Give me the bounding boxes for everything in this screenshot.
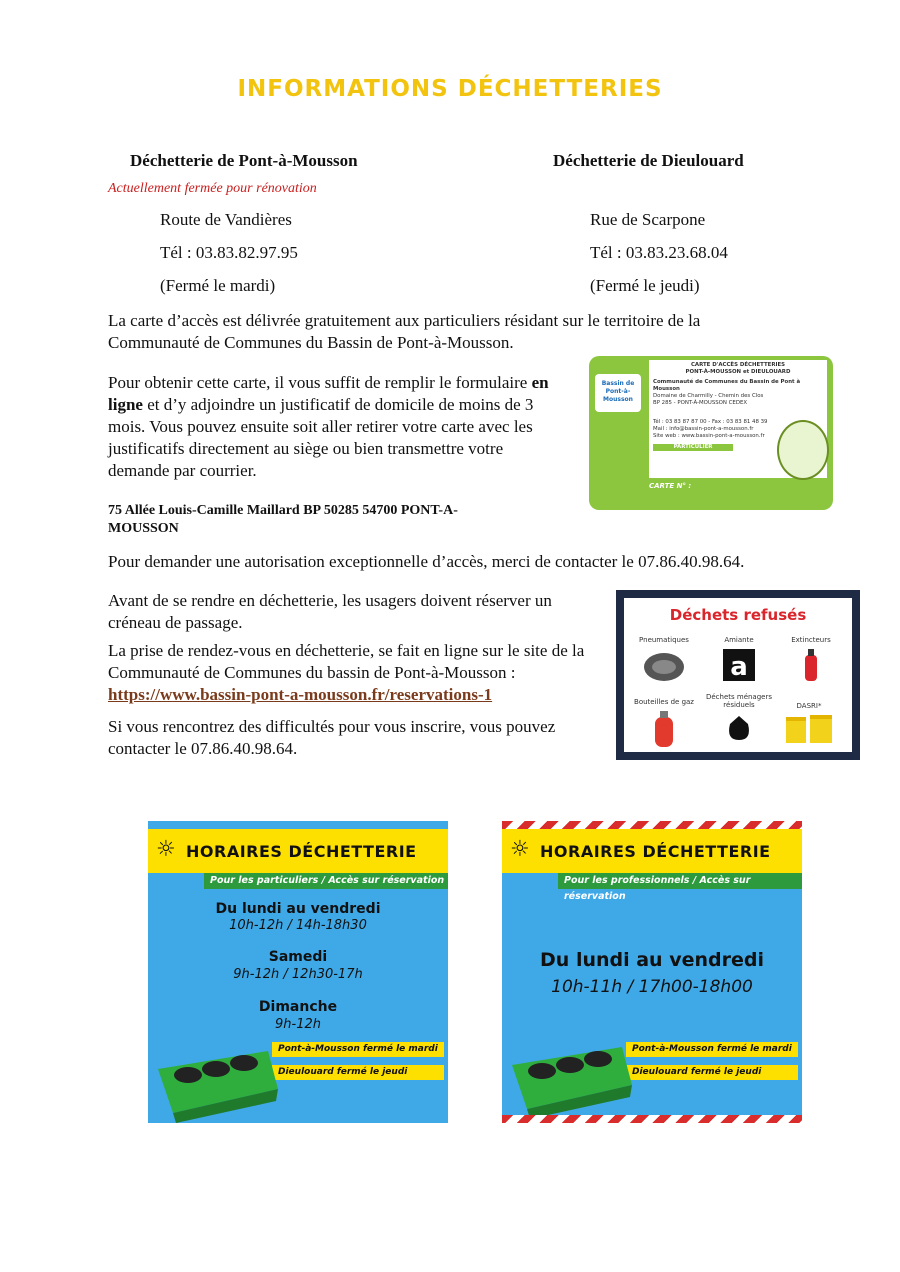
card-header-1: CARTE D'ACCÈS DÉCHETTERIES bbox=[690, 362, 786, 368]
refused-title: Déchets refusés bbox=[669, 606, 807, 624]
card-tel: Tél : 03 83 87 87 00 - Fax : 03 83 81 48 39 bbox=[653, 419, 768, 425]
left-site-name: Déchetterie de Pont-à-Mousson bbox=[130, 151, 358, 170]
postal-address: 75 Allée Louis-Camille Maillard BP 50285 54700 PONT-A-MOUSSON bbox=[108, 503, 458, 536]
difficulty-paragraph: Si vous rencontrez des difficultés pour vous inscrire, vous pouvez contacter le 07.86.40.98.64. bbox=[108, 717, 556, 758]
page-title: INFORMATIONS DÉCHETTERIES bbox=[237, 76, 663, 102]
card-number-label: CARTE N° : bbox=[649, 482, 692, 490]
poster-individuals bbox=[148, 821, 448, 1123]
skip-container-icon bbox=[148, 1039, 283, 1123]
svg-text:a: a bbox=[730, 652, 748, 682]
card-address-1: Domaine de Charmilly - Chemin des Clos bbox=[653, 393, 764, 399]
obtain-card-paragraph bbox=[108, 372, 568, 482]
barrier-stripe-top bbox=[502, 821, 802, 829]
booking-paragraph bbox=[108, 640, 608, 706]
right-site-phone: Tél : 03.83.23.68.04 bbox=[590, 243, 728, 262]
poster-weekday-hours: 10h-11h / 17h00-18h00 bbox=[551, 977, 753, 997]
tree-logo-icon bbox=[777, 420, 829, 480]
refused-item-extinguishers bbox=[776, 636, 846, 683]
refused-item-label: Bouteilles de gaz bbox=[634, 698, 694, 706]
poster-saturday-hours: 9h-12h / 12h30-17h bbox=[233, 967, 363, 982]
skip-container-icon bbox=[502, 1035, 637, 1119]
asbestos-icon bbox=[721, 647, 757, 683]
poster-title: HORAIRES DÉCHETTERIE bbox=[186, 842, 417, 861]
sun-icon: ☼ bbox=[510, 837, 530, 862]
poster-title: HORAIRES DÉCHETTERIE bbox=[540, 842, 771, 861]
reserve-paragraph: Avant de se rendre en déchetterie, les usagers doivent réserver un créneau de passage. bbox=[108, 591, 552, 632]
refused-item-label: Extincteurs bbox=[791, 636, 831, 644]
barrier-stripe-bottom bbox=[502, 1115, 802, 1123]
card-intro-paragraph: La carte d’accès est délivrée gratuitement aux particuliers résidant sur le territoire de la Communauté de Communes du Bassin de Pont-à-Mousson. bbox=[108, 311, 701, 352]
tyre-icon bbox=[642, 647, 686, 683]
refused-waste-panel bbox=[616, 590, 860, 760]
refused-item-label: DASRI* bbox=[796, 702, 822, 710]
refused-item-asbestos bbox=[704, 636, 774, 683]
online-emphasis: en ligne bbox=[108, 373, 549, 414]
left-site-closed: (Fermé le mardi) bbox=[160, 276, 276, 295]
medical-waste-container-icon bbox=[784, 713, 834, 745]
refused-item-label: Pneumatiques bbox=[639, 636, 689, 644]
card-web: Site web : www.bassin-pont-a-mousson.fr bbox=[653, 433, 765, 439]
sun-icon: ☼ bbox=[156, 837, 176, 862]
poster-professionals bbox=[502, 821, 802, 1123]
poster-weekday-label: Du lundi au vendredi bbox=[540, 949, 764, 971]
access-card-image bbox=[589, 356, 833, 510]
poster-sunday-label: Dimanche bbox=[258, 999, 338, 1015]
right-site-closed: (Fermé le jeudi) bbox=[590, 276, 700, 295]
card-header-2: PONT-À-MOUSSON et DIEULOUARD bbox=[685, 369, 791, 375]
card-logo: Bassin de Pont-à-Mousson bbox=[595, 374, 641, 412]
poster-note-pont-a-mousson: Pont-à-Mousson fermé le mardi bbox=[272, 1042, 444, 1057]
poster-weekday-hours: 10h-12h / 14h-18h30 bbox=[229, 918, 367, 933]
refused-item-label: Déchets ménagers résiduels bbox=[705, 693, 773, 709]
poster-note-dieulouard: Dieulouard fermé le jeudi bbox=[626, 1065, 798, 1080]
poster-subtitle: Pour les particuliers / Accès sur réservation bbox=[204, 873, 448, 889]
extinguisher-icon bbox=[799, 647, 823, 683]
right-site-name: Déchetterie de Dieulouard bbox=[553, 151, 744, 170]
booking-text: La prise de rendez-vous en déchetterie, se fait en ligne sur le site de la Communauté de Communes du bassin de Pont-à-Mousson : bbox=[108, 641, 585, 682]
refused-item-tyres bbox=[629, 636, 699, 683]
refused-item-gas-bottles bbox=[629, 698, 699, 749]
gas-bottle-icon bbox=[651, 709, 677, 749]
refused-item-dasri bbox=[774, 702, 844, 745]
left-site-notice: Actuellement fermée pour rénovation bbox=[108, 181, 317, 196]
refused-item-household-waste bbox=[704, 693, 774, 742]
poster-saturday-label: Samedi bbox=[268, 949, 328, 965]
card-mail: Mail : info@bassin-pont-a-mousson.fr bbox=[653, 426, 754, 432]
obtain-text-before: Pour obtenir cette carte, il vous suffit de remplir le formulaire bbox=[108, 373, 528, 392]
poster-subtitle: Pour les professionnels / Accès sur réservation bbox=[558, 873, 802, 889]
left-site-address: Route de Vandières bbox=[160, 210, 292, 229]
poster-weekday-label: Du lundi au vendredi bbox=[215, 901, 381, 917]
poster-note-dieulouard: Dieulouard fermé le jeudi bbox=[272, 1065, 444, 1080]
poster-note-pont-a-mousson: Pont-à-Mousson fermé le mardi bbox=[626, 1042, 798, 1057]
card-type: PARTICULIER bbox=[653, 444, 733, 451]
poster-sunday-hours: 9h-12h bbox=[275, 1017, 321, 1032]
card-org: Communauté de Communes du Bassin de Pont à Mousson bbox=[653, 379, 801, 392]
trash-bag-icon bbox=[724, 712, 754, 742]
obtain-text-after: et d’y adjoindre un justificatif de domicile de moins de 3 mois. Vous pouvez ensuite soit aller retirer votre carte avec les justificatifs directement au siège ou bien transmettre votre demande par courrier. bbox=[108, 395, 534, 480]
card-address-2: BP 285 - PONT-À-MOUSSON CEDEX bbox=[653, 400, 748, 406]
exceptional-access-paragraph: Pour demander une autorisation exceptionnelle d’accès, merci de contacter le 07.86.40.98.64. bbox=[108, 552, 745, 571]
booking-link[interactable]: https://www.bassin-pont-a-mousson.fr/reservations-1 bbox=[108, 685, 493, 704]
refused-item-label: Amiante bbox=[724, 636, 754, 644]
left-site-phone: Tél : 03.83.82.97.95 bbox=[160, 243, 298, 262]
right-site-address: Rue de Scarpone bbox=[590, 210, 706, 229]
